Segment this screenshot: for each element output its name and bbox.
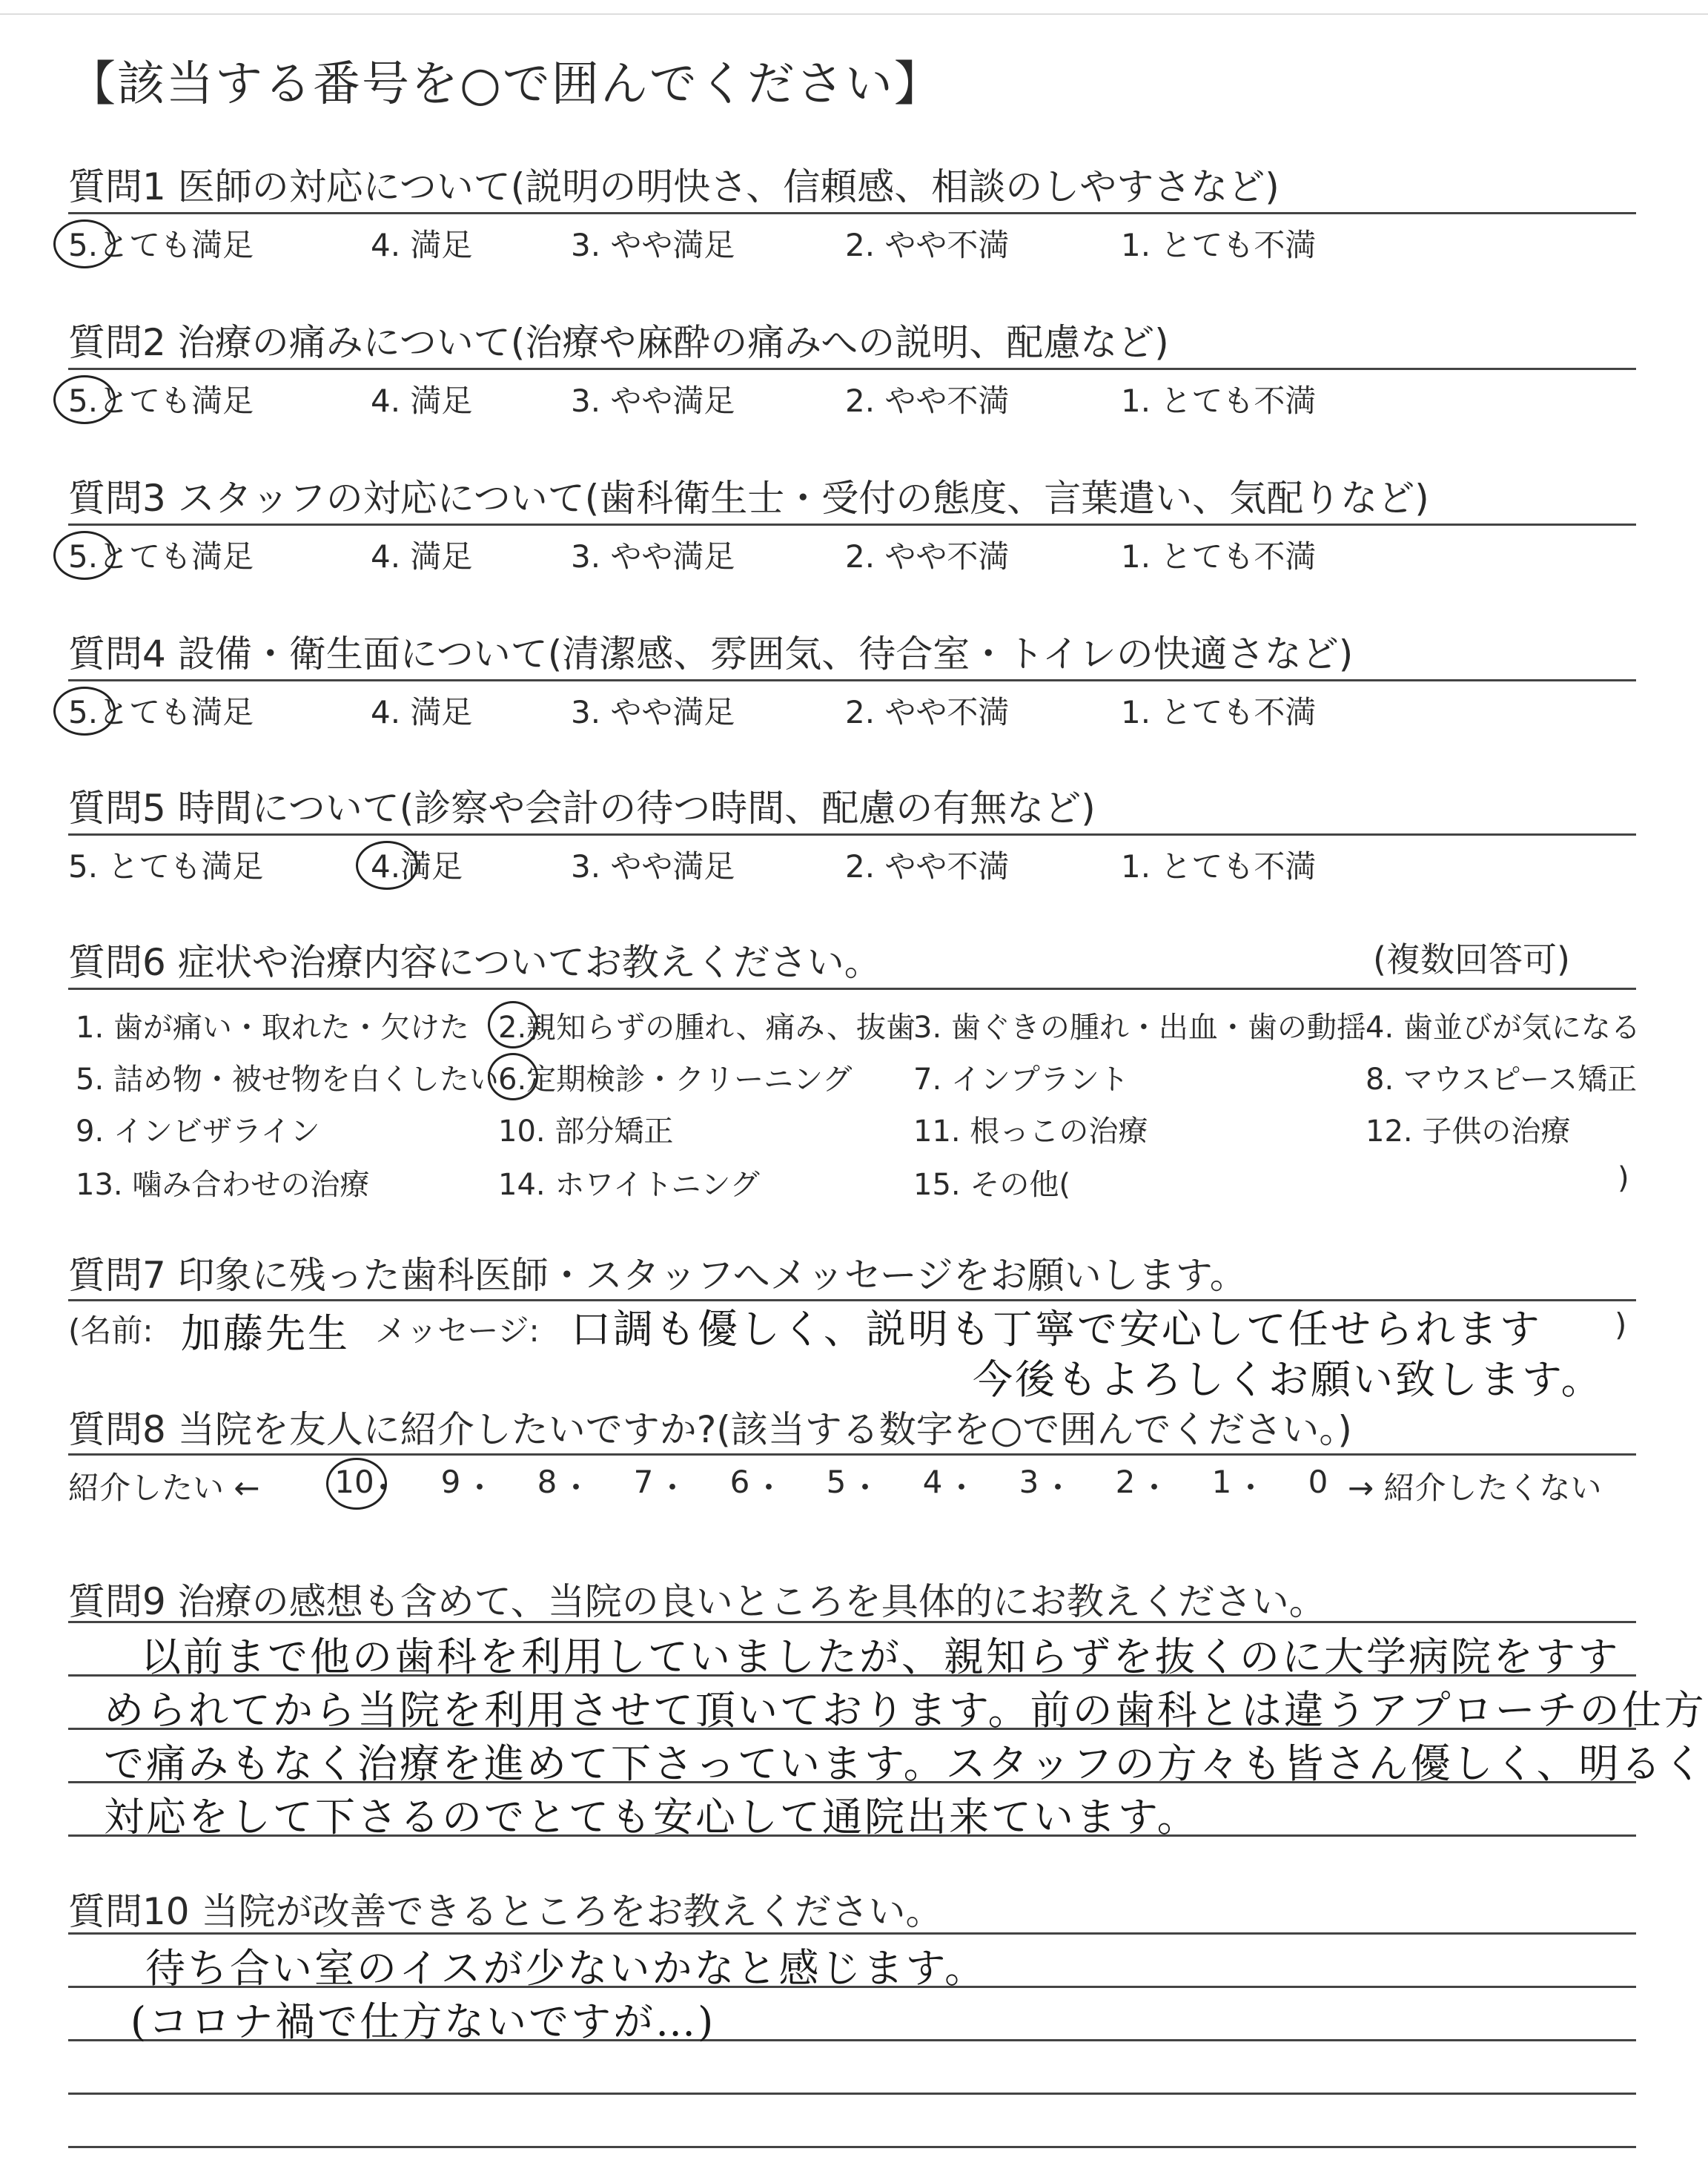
q8-selected-circle — [326, 1458, 387, 1510]
q2-title: 質問2 治療の痛みについて(治療や麻酔の痛みへの説明、配慮など) — [68, 321, 1169, 364]
q4-option: 5.とても満足 — [68, 694, 254, 730]
q10-title: 質問10 当院が改善できるところをお教えください。 — [68, 1890, 943, 1933]
page-header: 【該当する番号を○で囲んでください】 — [68, 57, 943, 112]
q8-scale-number: 0 — [1308, 1464, 1328, 1500]
q3-option: 1. とても不満 — [1121, 538, 1317, 575]
q6-item: 5. 詰め物・被せ物を白くしたい — [76, 1063, 499, 1097]
q3-option: 2. やや不満 — [845, 538, 1010, 575]
q10-rule — [68, 2093, 1636, 2095]
q1-title: 質問1 医師の対応について(説明の明快さ、信頼感、相談のしやすさなど) — [68, 165, 1280, 208]
q8-scale-number: 9 — [440, 1464, 461, 1500]
q3-selected-circle — [53, 531, 116, 580]
q8-scale-separator: ・ — [1235, 1470, 1267, 1506]
q8-left-label: 紹介したい ← — [68, 1470, 260, 1506]
q8-scale-separator: ・ — [657, 1470, 689, 1506]
q4-option: 2. やや不満 — [845, 694, 1010, 730]
q6-item: 14. ホワイトニング — [498, 1168, 760, 1202]
q2-option: 5.とても満足 — [68, 383, 254, 419]
q2-option: 4. 満足 — [371, 383, 473, 419]
q5-option: 3. やや満足 — [571, 848, 735, 885]
q7-title: 質問7 印象に残った歯科医師・スタッフへメッセージをお願いします。 — [68, 1254, 1247, 1297]
q8-scale-number: 5 — [826, 1464, 847, 1500]
q8-title: 質問8 当院を友人に紹介したいですか?(該当する数字を○で囲んでください。) — [68, 1408, 1352, 1451]
q6-item: 12. 子供の治療 — [1366, 1114, 1571, 1149]
q8-scale-separator: ・ — [753, 1470, 785, 1506]
q1-selected-circle — [53, 219, 116, 268]
q8-rule — [68, 1453, 1636, 1456]
q7-close: ) — [1615, 1307, 1627, 1343]
q4-option: 1. とても不満 — [1121, 694, 1317, 730]
q1-option: 5.とても満足 — [68, 227, 254, 263]
q6-item: 2.親知らずの腫れ、痛み、抜歯 — [498, 1011, 916, 1045]
q1-rule — [68, 212, 1636, 214]
q5-option: 4.満足 — [371, 848, 463, 885]
q2-rule — [68, 368, 1636, 370]
q6-item: 13. 噛み合わせの治療 — [76, 1168, 370, 1202]
q5-option: 5. とても満足 — [68, 848, 264, 885]
q6-item: 1. 歯が痛い・取れた・欠けた — [76, 1011, 469, 1045]
q6-selected-circle — [488, 1001, 538, 1048]
q7-message-line2: 今後もよろしくお願い致します。 — [973, 1356, 1603, 1403]
q8-right-label: → 紹介したくない — [1348, 1470, 1602, 1506]
q6-item: ) — [1618, 1161, 1629, 1195]
q6-item: 10. 部分矯正 — [498, 1114, 674, 1149]
q9-line: められてから当院を利用させて頂いております。前の歯科とは違うアプローチの仕方 — [104, 1687, 1707, 1734]
q9-line: 対応をして下さるのでとても安心して通院出来ています。 — [104, 1794, 1199, 1840]
q10-line: 待ち合い室のイスが少ないかなと感じます。 — [145, 1945, 987, 1992]
q3-rule — [68, 524, 1636, 526]
q6-title: 質問6 症状や治療内容についてお教えください。 — [68, 941, 881, 984]
q7-name-label: (名前: — [68, 1312, 153, 1349]
q5-rule — [68, 833, 1636, 836]
q9-line: で痛みもなく治療を進めて下さっています。スタッフの方々も皆さん優しく、明るく — [104, 1740, 1706, 1787]
q5-option: 1. とても不満 — [1121, 848, 1317, 885]
q1-option: 4. 満足 — [371, 227, 473, 263]
q4-title: 質問4 設備・衛生面について(清潔感、雰囲気、待合室・トイレの快適さなど) — [68, 633, 1354, 676]
q2-selected-circle — [53, 375, 116, 424]
q5-selected-circle — [356, 841, 418, 890]
q4-option: 3. やや満足 — [571, 694, 735, 730]
q2-option: 1. とても不満 — [1121, 383, 1317, 419]
q10-line: (コロナ禍で仕方ないですが…) — [130, 1998, 716, 2045]
q3-option: 3. やや満足 — [571, 538, 735, 575]
q3-option: 5.とても満足 — [68, 538, 254, 575]
q6-item: 7. インプラント — [913, 1063, 1129, 1097]
q8-scale-number: 10 — [334, 1464, 374, 1500]
q6-note: (複数回答可) — [1373, 939, 1570, 980]
q8-scale-number: 1 — [1211, 1464, 1232, 1500]
q4-option: 4. 満足 — [371, 694, 473, 730]
q6-item: 9. インビザライン — [76, 1114, 320, 1149]
q1-option: 1. とても不満 — [1121, 227, 1317, 263]
q9-title: 質問9 治療の感想も含めて、当院の良いところを具体的にお教えください。 — [68, 1580, 1326, 1623]
q8-scale-number: 3 — [1019, 1464, 1039, 1500]
q7-name-value: 加藤先生 — [181, 1310, 350, 1357]
q8-scale-separator: ・ — [560, 1470, 592, 1506]
q8-scale-separator: ・ — [464, 1470, 496, 1506]
q5-option: 2. やや不満 — [845, 848, 1010, 885]
q5-title: 質問5 時間について(診察や会計の待つ時間、配慮の有無など) — [68, 787, 1096, 830]
q8-scale-number: 6 — [729, 1464, 750, 1500]
q8-scale-separator: ・ — [946, 1470, 978, 1506]
q3-title: 質問3 スタッフの対応について(歯科衛生士・受付の態度、言葉遣い、気配りなど) — [68, 477, 1429, 520]
q10-rule — [68, 1932, 1636, 1935]
q6-item: 4. 歯並びが気になる — [1366, 1011, 1641, 1045]
q3-option: 4. 満足 — [371, 538, 473, 575]
q6-item: 6.定期検診・クリーニング — [498, 1063, 853, 1097]
q8-scale-separator: ・ — [368, 1470, 400, 1506]
q4-selected-circle — [53, 687, 116, 736]
q8-scale-separator: ・ — [1139, 1470, 1171, 1506]
q8-scale-number: 8 — [537, 1464, 557, 1500]
top-edge — [0, 13, 1708, 15]
q8-scale-separator: ・ — [850, 1470, 881, 1506]
q6-item: 11. 根っこの治療 — [913, 1114, 1148, 1149]
q2-option: 2. やや不満 — [845, 383, 1010, 419]
q8-scale-number: 2 — [1115, 1464, 1136, 1500]
q9-rule — [68, 1621, 1636, 1623]
q9-line: 以前まで他の歯科を利用していましたが、親知らずを抜くのに大学病院をすす — [141, 1634, 1621, 1680]
q6-item: 3. 歯ぐきの腫れ・出血・歯の動揺 — [913, 1011, 1366, 1045]
q6-item: 8. マウスピース矯正 — [1366, 1063, 1638, 1097]
q6-rule — [68, 988, 1636, 990]
q6-item: 15. その他( — [913, 1168, 1070, 1202]
q4-rule — [68, 679, 1636, 681]
q6-selected-circle — [488, 1053, 538, 1100]
q1-option: 2. やや不満 — [845, 227, 1010, 263]
q8-scale-number: 4 — [922, 1464, 943, 1500]
q7-message-label: メッセージ: — [375, 1312, 540, 1349]
q8-scale-separator: ・ — [1042, 1470, 1074, 1506]
q7-message-line1: 口調も優しく、説明も丁寧で安心して任せられます — [571, 1306, 1542, 1353]
q2-option: 3. やや満足 — [571, 383, 735, 419]
q1-option: 3. やや満足 — [571, 227, 735, 263]
q10-rule — [68, 2146, 1636, 2148]
q8-scale-number: 7 — [633, 1464, 654, 1500]
